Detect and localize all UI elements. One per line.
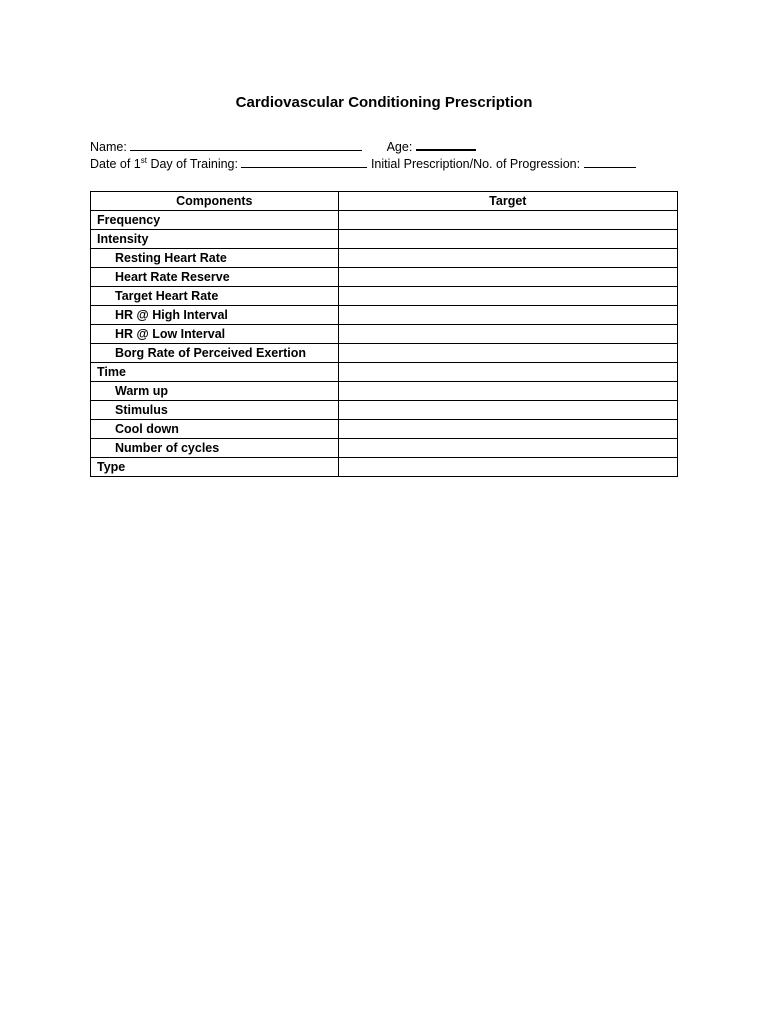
- table-row: [91, 439, 678, 458]
- component-label: Time: [91, 363, 339, 382]
- target-header: Target: [338, 192, 677, 211]
- prescription-table: [90, 191, 678, 477]
- target-cell[interactable]: [338, 344, 677, 363]
- table-row: [91, 287, 678, 306]
- component-label: Type: [91, 458, 339, 477]
- table-row: [91, 306, 678, 325]
- table-row: [91, 211, 678, 230]
- name-age-line: [90, 137, 476, 154]
- table-row: [91, 458, 678, 477]
- target-cell[interactable]: [338, 287, 677, 306]
- target-cell[interactable]: [338, 382, 677, 401]
- table-row: [91, 363, 678, 382]
- name-field[interactable]: [130, 138, 362, 151]
- table-row: [91, 382, 678, 401]
- table-row: [91, 344, 678, 363]
- table-row: [91, 230, 678, 249]
- table-row: [91, 268, 678, 287]
- target-cell[interactable]: [338, 268, 677, 287]
- age-field[interactable]: [416, 137, 476, 151]
- age-label: Age:: [386, 140, 413, 154]
- target-cell[interactable]: [338, 211, 677, 230]
- component-label: HR @ High Interval: [91, 306, 339, 325]
- page-title: Cardiovascular Conditioning Prescription: [235, 94, 533, 111]
- target-cell[interactable]: [338, 230, 677, 249]
- progression-label: Initial Prescription/No. of Progression:: [370, 157, 581, 171]
- component-label: HR @ Low Interval: [91, 325, 339, 344]
- table-header-row: [91, 192, 678, 211]
- target-cell[interactable]: [338, 420, 677, 439]
- name-label: Name:: [90, 140, 127, 154]
- target-cell[interactable]: [338, 249, 677, 268]
- target-cell[interactable]: [338, 363, 677, 382]
- table-row: [91, 325, 678, 344]
- target-cell[interactable]: [338, 439, 677, 458]
- table-row: [91, 401, 678, 420]
- component-label: Stimulus: [91, 401, 339, 420]
- progression-field[interactable]: [584, 155, 636, 168]
- component-label: Target Heart Rate: [91, 287, 339, 306]
- component-label: Intensity: [91, 230, 339, 249]
- table-row: [91, 420, 678, 439]
- components-header: Components: [91, 192, 339, 211]
- component-label: Number of cycles: [91, 439, 339, 458]
- component-label: Frequency: [91, 211, 339, 230]
- table-row: [91, 249, 678, 268]
- component-label: Cool down: [91, 420, 339, 439]
- target-cell[interactable]: [338, 401, 677, 420]
- target-cell[interactable]: [338, 325, 677, 344]
- date-field[interactable]: [241, 155, 367, 168]
- component-label: Heart Rate Reserve: [91, 268, 339, 287]
- target-cell[interactable]: [338, 458, 677, 477]
- date-progression-line: [90, 155, 636, 171]
- component-label: Warm up: [91, 382, 339, 401]
- component-label: Borg Rate of Perceived Exertion: [91, 344, 339, 363]
- component-label: Resting Heart Rate: [91, 249, 339, 268]
- date-label: Date of 1st Day of Training:: [90, 155, 238, 171]
- target-cell[interactable]: [338, 306, 677, 325]
